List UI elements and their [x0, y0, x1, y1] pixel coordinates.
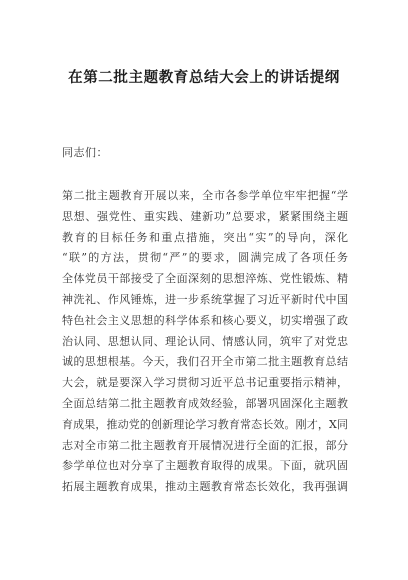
- text-line: 志对全市第二批主题教育开展情况进行全面的汇报，部分: [62, 438, 348, 452]
- text-line: 育成果，推动党的创新理论学习教育常态长效。刚才，X同: [62, 417, 348, 431]
- text-line: 第二批主题教育开展以来，全市各参学单位牢牢把握“学: [62, 189, 348, 202]
- text-line: “联”的方法，贯彻“严”的要求，圆满完成了各项任务: [62, 251, 348, 265]
- salutation: 同志们：: [62, 146, 108, 159]
- text-line: 参学单位也对分享了主题教育取得的成果。下面，就巩固: [62, 459, 348, 473]
- body-paragraph: [62, 186, 348, 498]
- document-title: 在第二批主题教育总结大会上的讲话提纲: [68, 70, 340, 86]
- text-line: 全体党员干部接受了全面深刻的思想淬炼、党性锻炼、精: [62, 272, 348, 286]
- text-line: 治认同、思想认同、理论认同、情感认同，筑牢了对党忠: [62, 334, 348, 348]
- text-line: 教育的目标任务和重点措施，突出“实”的导向，深化: [62, 230, 348, 244]
- text-line: 全面总结第二批主题教育成效经验，部署巩固深化主题教: [62, 396, 348, 410]
- text-line: 拓展主题教育成果，推动主题教育常态长效化，我再强调: [62, 480, 348, 494]
- text-line: 神洗礼、作风锤炼，进一步系统掌握了习近平新时代中国: [62, 292, 348, 306]
- text-line: 诚的思想根基。今天，我们召开全市第二批主题教育总结: [62, 355, 348, 369]
- text-line: 思想、强党性、重实践、建新功”总要求，紧紧围绕主题: [62, 209, 348, 223]
- text-line: 特色社会主义思想的科学体系和核心要义，切实增强了政: [62, 313, 348, 327]
- text-line: 大会，就是要深入学习贯彻习近平总书记重要指示精神，: [62, 376, 348, 390]
